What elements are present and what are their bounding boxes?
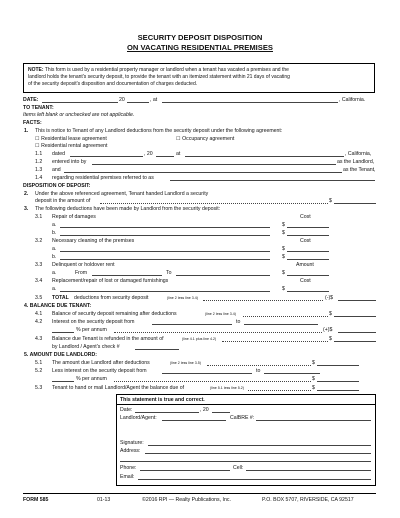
- r11-year: , 20: [144, 151, 153, 157]
- r31-a: a.: [52, 222, 57, 228]
- r35-result: (-)$: [325, 295, 334, 301]
- year-field[interactable]: [127, 97, 149, 103]
- item-2-leader: [100, 198, 328, 204]
- r42-num: 4.2: [35, 319, 43, 325]
- statement-calbre-field[interactable]: [256, 415, 371, 421]
- footer-form: FORM 585: [23, 497, 49, 503]
- r11-location-field[interactable]: [185, 151, 344, 157]
- date-field[interactable]: [42, 97, 118, 103]
- r32-a: a.: [52, 246, 57, 252]
- r14-num: 1.4: [35, 175, 43, 181]
- r52-from-field[interactable]: [162, 368, 252, 374]
- r11-num: 1.1: [35, 151, 43, 157]
- r33-from-field[interactable]: [92, 270, 162, 276]
- note-line-3: of the security deposit's disposition and documentation of charges deducted.: [28, 81, 198, 87]
- r32-b: b.: [52, 254, 57, 260]
- r42-to: to: [236, 319, 241, 325]
- balance-label: 4. BALANCE DUE TENANT:: [24, 303, 92, 309]
- r52-to: to: [256, 368, 261, 374]
- r42-amount-field[interactable]: [338, 327, 376, 333]
- r33-col: Amount: [296, 262, 314, 268]
- r52-leader: [114, 376, 311, 382]
- statement-address-field[interactable]: [145, 448, 371, 454]
- statement-signature: Signature:: [120, 440, 144, 446]
- statement-header: This statement is true and correct.: [120, 397, 205, 403]
- statement-date-field[interactable]: [135, 407, 199, 413]
- r32-a-desc-field[interactable]: [60, 246, 270, 252]
- r33-to-field[interactable]: [176, 270, 270, 276]
- r12-landlord-field[interactable]: [92, 159, 336, 165]
- checkbox-lease[interactable]: ☐ Residential lease agreement: [35, 136, 107, 142]
- r42-rate-field[interactable]: [52, 327, 74, 333]
- r42-result: (+)$: [323, 327, 333, 333]
- r35-leader: [203, 295, 323, 301]
- r33-a-dollar: $: [282, 270, 285, 276]
- r31-b-cost-field[interactable]: [287, 230, 329, 236]
- r34-a-cost-field[interactable]: [287, 286, 329, 292]
- r41-dollar: $: [329, 311, 332, 317]
- statement-address-field-2[interactable]: [120, 456, 371, 462]
- statement-cell-field[interactable]: [246, 465, 371, 471]
- r32-a-cost-field[interactable]: [287, 246, 329, 252]
- note-line-1: This form is used by a residential property manager or landlord when a tenant has vacated a premises and the: [44, 67, 289, 73]
- r43-check-field[interactable]: [135, 344, 179, 350]
- r12-num: 1.2: [35, 159, 43, 165]
- checkbox-occupancy-label: Occupancy agreement: [182, 136, 235, 142]
- statement-email: Email:: [120, 474, 135, 480]
- r43-leader: [222, 336, 328, 342]
- r42-text: Interest on the security deposit from: [52, 319, 135, 325]
- r32-num: 3.2: [35, 238, 43, 244]
- r41-text: Balance of security deposit remaining after deductions: [52, 311, 177, 317]
- date-location-field[interactable]: [162, 97, 338, 103]
- r13-tenant-field[interactable]: [64, 167, 342, 173]
- r33-a-amount-field[interactable]: [287, 270, 329, 276]
- r52-to-field[interactable]: [264, 368, 320, 374]
- r52-pct: % per annum: [76, 376, 107, 382]
- date-year: 20: [119, 97, 125, 103]
- footer-copyright: ©2016 RPI — Realty Publications, Inc.: [142, 497, 231, 503]
- r12-entered: entered into by: [52, 159, 87, 165]
- r43-num: 4.3: [35, 336, 43, 342]
- r32-b-desc-field[interactable]: [60, 254, 270, 260]
- note-label: NOTE:: [28, 67, 44, 73]
- r53-dollar: $: [312, 385, 315, 391]
- r52-dollar: $: [312, 376, 315, 382]
- r11-year-field[interactable]: [156, 151, 174, 157]
- r31-a-dollar: $: [282, 222, 285, 228]
- items-note: Items left blank or unchecked are not applicable.: [23, 112, 135, 118]
- r13-and: and: [52, 167, 61, 173]
- amount-due-label: 5. AMOUNT DUE LANDLORD:: [24, 352, 98, 358]
- note-box: [23, 63, 375, 93]
- r31-a-cost-field[interactable]: [287, 222, 329, 228]
- r51-small: (line 2 less line 3.5): [170, 360, 201, 365]
- r33-a: a.: [52, 270, 57, 276]
- r34-num: 3.4: [35, 278, 43, 284]
- r43-dollar: $: [329, 336, 332, 342]
- date-label: DATE:: [23, 97, 39, 103]
- r43-check: by Landlord / Agent's check #: [52, 344, 120, 350]
- r42-leader: [114, 327, 322, 333]
- r32-b-dollar: $: [282, 254, 285, 260]
- checkbox-rental-label: Residential rental agreement: [41, 143, 108, 149]
- r33-from: From: [75, 270, 88, 276]
- footer-date: 01-13: [97, 497, 111, 503]
- r31-col: Cost: [300, 214, 311, 220]
- r35-num: 3.5: [35, 295, 43, 301]
- r52-rate-field[interactable]: [52, 376, 74, 382]
- r11-dated: dated: [52, 151, 65, 157]
- date-at: , at: [150, 97, 158, 103]
- r41-amount-field[interactable]: [334, 311, 376, 317]
- r31-b-desc-field[interactable]: [60, 230, 270, 236]
- r34-a-dollar: $: [282, 286, 285, 292]
- statement-phone: Phone:: [120, 465, 137, 471]
- item-2-amount-field[interactable]: [334, 198, 376, 204]
- footer-address: P.O. BOX 5707, RIVERSIDE, CA 92517: [262, 497, 354, 503]
- item-2-text1: Under the above referenced agreement, Tenant handed Landlord a security: [35, 191, 209, 197]
- r32-col: Cost: [300, 238, 311, 244]
- r51-amount-field[interactable]: [317, 360, 359, 366]
- r35-total-field[interactable]: [338, 295, 376, 301]
- r53-text: Tenant to hand or mail Landlord/Agent the balance due of: [52, 385, 185, 391]
- r11-at: at: [176, 151, 181, 157]
- statement-signature-field[interactable]: [148, 440, 371, 446]
- checkbox-rental[interactable]: ☐ Residential rental agreement: [35, 143, 108, 149]
- r41-small: (line 2 less line 3.4): [205, 311, 236, 316]
- r13-num: 1.3: [35, 167, 43, 173]
- r51-text: The amount due Landlord after deductions: [52, 360, 150, 366]
- footer-rule: [23, 493, 376, 494]
- statement-address: Address:: [120, 448, 141, 454]
- r34-a: a.: [52, 286, 57, 292]
- r53-small: (line 5.1 less line 5.2): [210, 385, 244, 390]
- item-3-text: The following deductions have been made by Landlord from the security deposit:: [35, 206, 221, 212]
- statement-agent-field[interactable]: [162, 415, 226, 421]
- r12-role: as the Landlord,: [337, 159, 375, 165]
- r35-total: TOTAL: [52, 295, 69, 301]
- item-2-dollar: $: [329, 198, 332, 204]
- r34-col: Cost: [300, 278, 311, 284]
- r31-b: b.: [52, 230, 57, 236]
- r34-text: Replacement/repair of lost or damaged furnishings: [52, 278, 169, 284]
- item-3-num: 3.: [24, 206, 29, 212]
- r43-small: (line 4.1 plus line 4.2): [182, 336, 217, 341]
- statement-date: Date:: [120, 407, 133, 413]
- r51-num: 5.1: [35, 360, 43, 366]
- r41-leader: [243, 311, 328, 317]
- r53-leader: [248, 385, 311, 391]
- r52-text: Less interest on the security deposit from: [52, 368, 147, 374]
- r53-num: 5.3: [35, 385, 43, 391]
- checkbox-lease-label: Residential lease agreement: [41, 136, 107, 142]
- r42-from-field[interactable]: [152, 319, 232, 325]
- form-title-line1: SECURITY DEPOSIT DISPOSITION: [137, 33, 263, 42]
- r31-text: Repair of damages: [52, 214, 96, 220]
- r33-num: 3.3: [35, 262, 43, 268]
- to-tenant-label: TO TENANT:: [23, 105, 54, 111]
- r43-amount-field[interactable]: [334, 336, 376, 342]
- r43-text: Balance due Tenant is refunded in the amount of: [52, 336, 164, 342]
- facts-label: FACTS:: [23, 120, 42, 126]
- item-2-text2: deposit in the amount of: [35, 198, 91, 204]
- note-line-2: landlord holds the tenant's security deposit, to provide the tenant with an itemized statement within 21 days of vacating: [28, 74, 290, 80]
- r32-b-cost-field[interactable]: [287, 254, 329, 260]
- statement-divider: [116, 404, 376, 405]
- statement-agent: Landlord/Agent:: [120, 415, 157, 421]
- r11-state: , California,: [345, 151, 372, 157]
- r33-to: To: [166, 270, 172, 276]
- r35-small: (line 2 less line 3.4): [167, 295, 198, 300]
- r31-b-dollar: $: [282, 230, 285, 236]
- r42-pct: % per annum: [76, 327, 107, 333]
- r52-amount-field[interactable]: [317, 376, 359, 382]
- item-1-text: This is notice to Tenant of any Landlord deductions from the security deposit under the following agreement:: [35, 128, 283, 134]
- form-title-line2: ON VACATING RESIDENTIAL PREMISES: [127, 43, 273, 52]
- disposition-label: DISPOSITION OF DEPOSIT:: [23, 183, 91, 189]
- r14-premises-field[interactable]: [170, 175, 375, 181]
- r31-a-desc-field[interactable]: [60, 222, 270, 228]
- r51-leader: [207, 360, 311, 366]
- r32-text: Necessary cleaning of the premises: [52, 238, 135, 244]
- r42-to-field[interactable]: [244, 319, 318, 325]
- r32-a-dollar: $: [282, 246, 285, 252]
- r35-text: deductions from security deposit: [74, 295, 149, 301]
- r41-num: 4.1: [35, 311, 43, 317]
- r34-a-desc-field[interactable]: [60, 286, 270, 292]
- r51-dollar: $: [312, 360, 315, 366]
- statement-cell: Cell:: [233, 465, 244, 471]
- r33-text: Delinquent or holdover rent: [52, 262, 115, 268]
- r14-text: regarding residential premises referred to as: [52, 175, 154, 181]
- r13-role: as the Tenant,: [343, 167, 376, 173]
- r52-num: 5.2: [35, 368, 43, 374]
- r53-amount-field[interactable]: [317, 385, 359, 391]
- statement-email-field[interactable]: [138, 474, 371, 480]
- statement-year-field[interactable]: [212, 407, 230, 413]
- statement-year: , 20: [200, 407, 209, 413]
- r11-date-field[interactable]: [70, 151, 143, 157]
- item-2-num: 2.: [24, 191, 29, 197]
- statement-calbre: CalBRE #:: [230, 415, 255, 421]
- checkbox-occupancy[interactable]: ☐ Occupancy agreement: [176, 136, 235, 142]
- statement-phone-field[interactable]: [140, 465, 230, 471]
- r31-num: 3.1: [35, 214, 43, 220]
- date-state: , California.: [339, 97, 366, 103]
- item-1-num: 1.: [24, 128, 29, 134]
